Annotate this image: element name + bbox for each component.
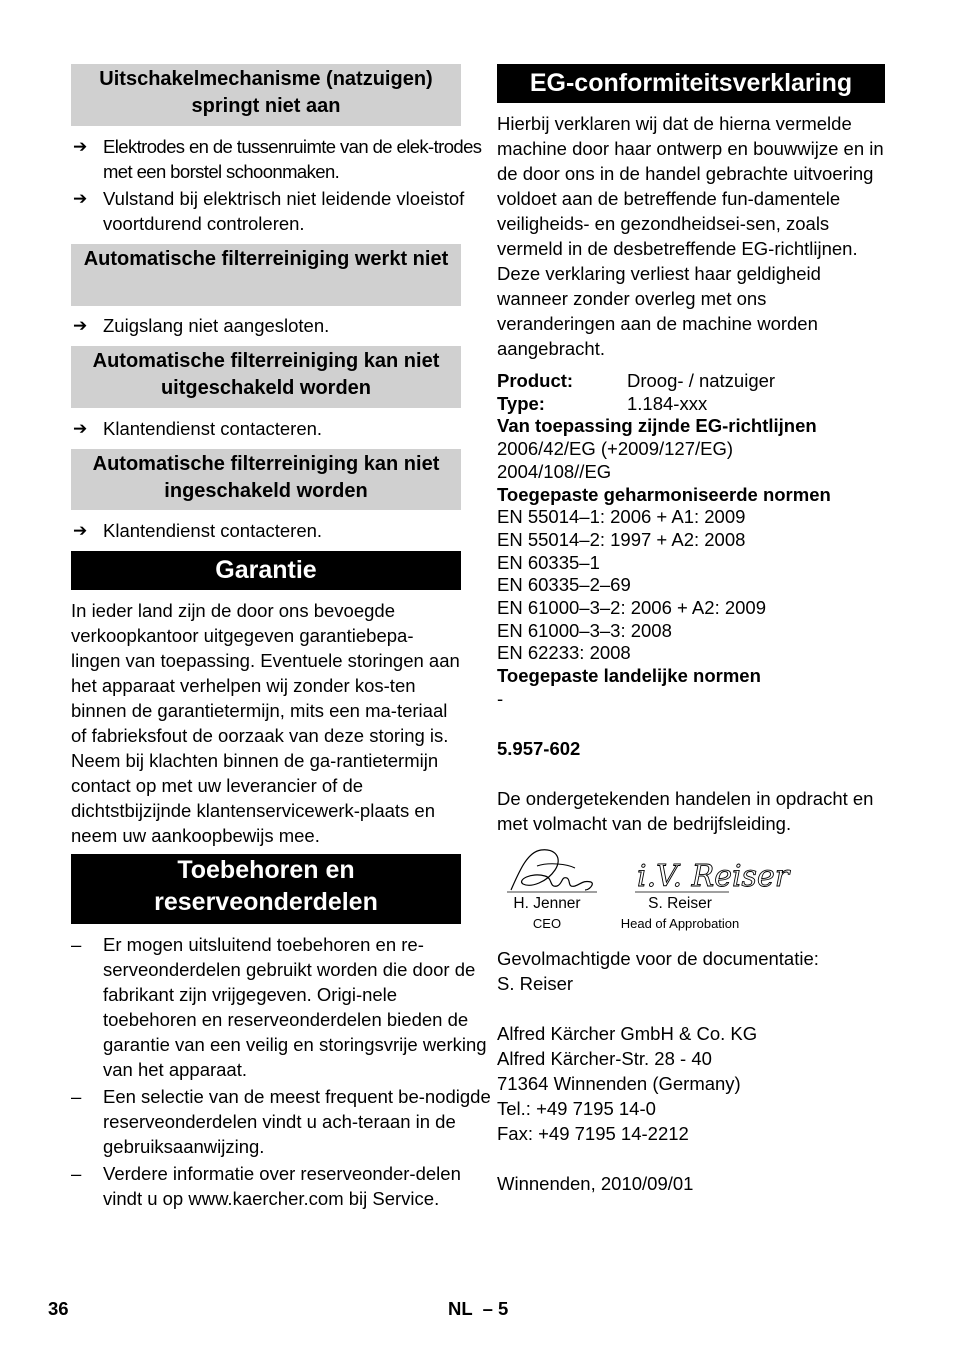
type-label: Type:: [497, 392, 545, 414]
type-value: 1.184-xxx: [627, 392, 708, 414]
list-item: ➔ Klantendienst contacteren.: [73, 418, 323, 439]
list-item: – Een selectie van de meest frequent be-nodigde reserveonderdelen vindt u ach-teraan in de gebruiksaanwijzing.: [71, 1086, 491, 1157]
list-item: – Verdere informatie over reserveonder-delen vindt u op www.kaercher.com bij Service.: [71, 1163, 461, 1209]
signature-reiser-script: i.V. Reiser: [637, 859, 790, 894]
address-line: 71364 Winnenden (Germany): [497, 1073, 741, 1094]
landelijke-normen-label: Toegepaste landelijke normen: [497, 665, 761, 687]
norm-item: EN 60335–2–69: [497, 574, 631, 596]
page-number: 36: [48, 1298, 69, 1319]
list-item: ➔ Vulstand bij elektrisch niet leidende vloeistof voortdurend controleren.: [73, 188, 465, 234]
doc-authority-name: S. Reiser: [497, 973, 574, 994]
arrow-right-icon: ➔: [73, 189, 88, 208]
address-line: Alfred Kärcher GmbH & Co. KG: [497, 1023, 758, 1044]
arrow-right-icon: ➔: [73, 137, 87, 156]
arrow-right-icon: ➔: [73, 419, 88, 438]
section-heading-filterreiniging-werkt-niet: Automatische filterreiniging werkt niet: [71, 244, 461, 306]
signature-reiser: [497, 842, 790, 898]
doc-authority-label: Gevolmachtigde voor de documentatie:: [497, 948, 819, 969]
undersigned-text: De ondergetekenden handelen in opdracht en met volmacht van de bedrijfsleiding.: [497, 788, 874, 834]
list-item: ➔ Klantendienst contacteren.: [73, 520, 323, 541]
section-heading-garantie: Garantie: [71, 551, 461, 590]
richtlijn-item: 2006/42/EG (+2009/127/EG): [497, 438, 734, 460]
list-item: – Er mogen uitsluitend toebehoren en re-serveonderdelen gebruikt worden die door de fabrikant zijn vrijgegeven. Origi-nele toebehoren en reserveonderdelen bieden de garantie van een veilig en storingsvrije werking van het apparaat.: [71, 934, 487, 1080]
richtlijn-item: 2004/108//EG: [497, 460, 612, 482]
product-value: Droog- / natzuiger: [627, 370, 776, 391]
norm-item: EN 61000–3–2: 2006 + A2: 2009: [497, 597, 766, 619]
place-date: Winnenden, 2010/09/01: [497, 1173, 694, 1194]
norm-item: EN 55014–2: 1997 + A2: 2008: [497, 528, 746, 550]
signer2-name: S. Reiser: [648, 895, 712, 912]
norm-item: EN 55014–1: 2006 + A1: 2009: [497, 506, 746, 528]
arrow-right-icon: ➔: [73, 316, 88, 335]
address-line: Fax: +49 7195 14-2212: [497, 1123, 689, 1144]
document-number: 5.957-602: [497, 738, 581, 759]
normen-label: Toegepaste geharmoniseerde normen: [497, 483, 831, 505]
richtlijnen-label: Van toepassing zijnde EG-richtlijnen: [497, 415, 817, 437]
list-item: ➔ Zuigslang niet aangesloten.: [73, 315, 330, 336]
address-line: Tel.: +49 7195 14-0: [497, 1098, 656, 1119]
norm-item: EN 62233: 2008: [497, 642, 631, 664]
declaration-details: [497, 370, 885, 711]
section-heading-uitschakelmechanisme: Uitschakelmechanisme (natzuigen) springt niet aan: [71, 64, 461, 126]
garantie-text: In ieder land zijn de door ons bevoegde verkoopkantoor uitgegeven garantiebepa-lingen van toepassing. Eventuele storingen aan het apparaat verhelpen wij zonder kos-ten binnen de garantietermijn, mits een ma-teriaal of fabrieksfout de oorzaak van deze storing is. Neem bij klachten binnen de ga-rantietermijn contact op met uw leverancier of de dichtstbijzijnde klantenservicewerk-plaats en neem uw aankoopbewijs mee.: [71, 600, 460, 846]
type-row: [497, 393, 885, 416]
norm-item: EN 60335–1: [497, 551, 600, 573]
section-heading-toebehoren: Toebehoren en reserveonderdelen: [71, 854, 461, 924]
signer2-role: Head of Approbation: [620, 916, 740, 931]
list-item: ➔ Elektrodes en de tussenruimte van de elek-trodes met een borstel schoonmaken.: [73, 136, 482, 182]
language-page: NL – 5: [448, 1298, 509, 1319]
product-label: Product:: [497, 370, 574, 391]
section-heading-niet-uitgeschakeld: Automatische filterreiniging kan niet uitgeschakeld worden: [71, 346, 461, 408]
product-row: [497, 370, 885, 393]
section-heading-eg-conformiteit: EG-conformiteitsverklaring: [497, 64, 885, 103]
landelijke-normen-value: -: [497, 687, 504, 709]
company-address: [497, 1021, 885, 1146]
signer1-role: CEO: [532, 916, 562, 931]
signer1-name: H. Jenner: [513, 895, 581, 912]
section-heading-niet-ingeschakeld: Automatische filterreiniging kan niet ingeschakeld worden: [71, 449, 461, 510]
signature-block: [497, 842, 790, 934]
arrow-right-icon: ➔: [73, 521, 88, 540]
norm-item: EN 61000–3–3: 2008: [497, 619, 672, 641]
eg-declaration-text: Hierbij verklaren wij dat de hierna vermelde machine door haar ontwerp en bouwwijze en in de door ons in de handel gebrachte uitvoering voldoet aan de betreffende fun-damentele veiligheids- en gezondheidsei-sen, zoals vermeld in de desbetreffende EG-richtlijnen. Deze verklaring verliest haar geldigheid wanneer zonder overleg met ons veranderingen aan de machine worden aangebracht.: [497, 113, 884, 359]
address-line: Alfred Kärcher-Str. 28 - 40: [497, 1048, 712, 1069]
